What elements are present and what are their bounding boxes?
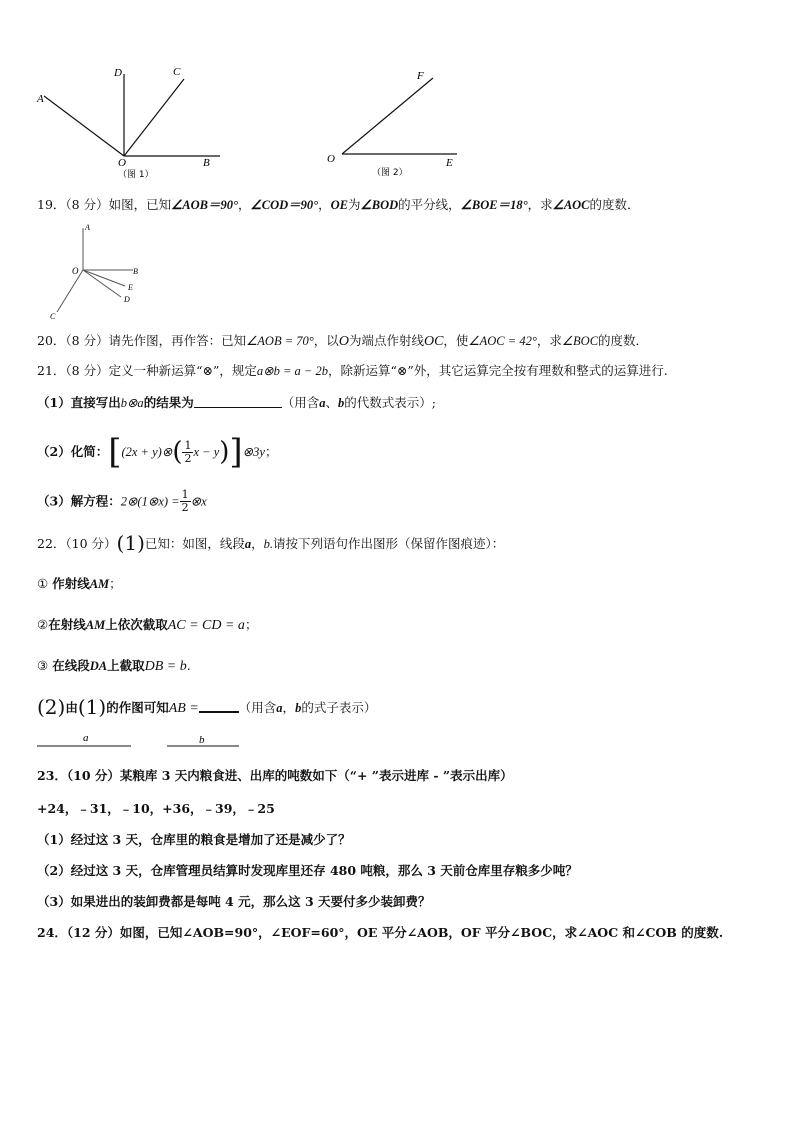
q21-part-2 — [37, 432, 278, 472]
segment-b-label: b — [199, 734, 205, 746]
q20-text: ，以 — [313, 333, 339, 348]
label-c: C — [50, 312, 56, 321]
q22-ray-am: AM — [85, 618, 106, 632]
label-a: A — [85, 223, 90, 232]
q22-segments — [37, 728, 247, 750]
fraction-denominator: 2 — [184, 451, 192, 465]
q22-sep: ； — [244, 617, 258, 632]
q22-text: 在线段 — [52, 658, 90, 673]
q20-ray-oc: OC — [423, 334, 444, 349]
fraction-denominator: 2 — [181, 501, 189, 514]
q21-operator: ⊗ — [396, 363, 408, 378]
q22-step-3 — [37, 657, 191, 676]
ray-od — [83, 270, 121, 297]
q23-data: +24，﹣31，﹣10，+36，﹣39，﹣25 — [37, 801, 275, 816]
q21-sep: 、 — [325, 395, 338, 410]
q20-text: 20．（8 分）请先作图，再作答：已知 — [37, 333, 247, 348]
step-number: ③ — [37, 658, 49, 673]
left-bracket: [ — [108, 432, 122, 472]
q22-ab: AB = — [168, 701, 199, 716]
label-b: B — [203, 157, 210, 169]
question-19 — [37, 196, 640, 214]
question-22 — [37, 531, 505, 555]
q22-text: 的作图可知 — [106, 700, 169, 715]
q21-sep: ； — [264, 444, 278, 459]
q21-part-3-expr: ⊗x — [190, 494, 207, 509]
step-number: ① — [37, 576, 49, 591]
q22-sep: ； — [109, 576, 122, 591]
figure-2-caption: （图 2） — [372, 168, 408, 178]
right-paren: ) — [219, 437, 230, 467]
label-c: C — [173, 66, 181, 78]
q22-text: 22．（10 分） — [37, 536, 117, 551]
q21-part-3-expr: 2⊗(1⊗x) = — [120, 494, 180, 509]
q21-part-1-expr: b⊗a — [120, 396, 144, 410]
q22-text: 已知：如图，线段 — [144, 536, 245, 551]
q22-var-b: b. — [263, 537, 274, 551]
ray-oc — [124, 79, 184, 156]
q19-angle-bod: ∠BOD — [360, 198, 399, 212]
ray-oc — [57, 270, 83, 312]
q21-text: 21．（8 分）定义一种新运算“ — [37, 363, 203, 378]
q21-part-1-text: 的结果为 — [143, 395, 194, 410]
q22-step-1 — [37, 575, 122, 593]
q20-angle-boc: ∠BOC — [561, 334, 599, 348]
label-a: A — [37, 93, 44, 105]
q21-var-a: a — [319, 396, 326, 410]
q20-point-o: O — [338, 334, 349, 349]
q21-part-3-label: （3）解方程： — [37, 493, 121, 509]
q21-part-1-text: 的代数式表示）; — [344, 395, 436, 410]
q22-text: 的式子表示） — [301, 700, 377, 715]
q21-text: ”，规定 — [212, 363, 257, 378]
q19-sep: ， — [318, 197, 331, 212]
q20-angle-aob: ∠AOB = 70° — [246, 334, 314, 348]
q19-oe: OE — [330, 198, 349, 212]
q21-part-2-expr: x − y — [193, 445, 220, 459]
q22-text: 上截取 — [107, 658, 145, 673]
q21-part-2-fraction — [182, 440, 193, 465]
label-b: B — [133, 267, 138, 276]
q20-angle-aoc: ∠AOC = 42° — [468, 334, 537, 348]
q22-answer-blank[interactable] — [199, 699, 239, 713]
q20-text: 的度数． — [598, 333, 649, 348]
q22-circle-1: (1) — [116, 531, 145, 555]
label-d: D — [114, 67, 122, 79]
q19-text: 的度数． — [589, 197, 640, 212]
q22-segment-da: DA — [89, 659, 108, 673]
q21-part-3-fraction — [180, 489, 191, 514]
q22-sep: ， — [251, 536, 264, 551]
q21-part-1-label: （1）直接写出 — [37, 395, 121, 410]
question-23: 23．（10 分）某粮库 3 天内粮食进、出库的吨数如下（“+ ”表示进库 - ”表示出库） — [37, 768, 513, 783]
q22-var-a: a — [276, 701, 283, 715]
q22-text: 作射线 — [52, 576, 90, 591]
q19-sep: ， — [238, 197, 251, 212]
label-d: D — [124, 295, 130, 304]
q19-angle-cod: ∠COD＝90° — [250, 198, 319, 212]
label-o: O — [327, 153, 335, 165]
q22-part-2 — [37, 695, 377, 719]
q19-angle-aob: ∠AOB＝90° — [171, 198, 239, 212]
label-e: E — [128, 283, 133, 292]
q21-definition: a⊗b = a − 2b — [256, 364, 328, 378]
q23-part-1: （1）经过这 3 天，仓库里的粮食是增加了还是减少了？ — [37, 832, 351, 847]
label-o: O — [118, 157, 126, 169]
q22-equation: DB = b — [144, 659, 187, 674]
q22-sep: ， — [282, 700, 296, 715]
figure-q19 — [45, 222, 155, 322]
q20-text: ，使 — [443, 333, 469, 348]
q19-text: ，求 — [527, 197, 553, 212]
q22-text: 由 — [65, 700, 78, 715]
q22-text: 在射线 — [48, 617, 86, 632]
q19-angle-aoc: ∠AOC — [552, 198, 590, 212]
q19-text: 为 — [348, 197, 361, 212]
q23-part-3: （3）如果进出的装卸费都是每吨 4 元，那么这 3 天要付多少装卸费？ — [37, 894, 431, 909]
q21-part-2-expr: (2x + y)⊗ — [121, 445, 173, 459]
q20-text: 为端点作射线 — [348, 333, 424, 348]
q21-text: ”外，其它运算完全按有理数和整式的运算进行. — [407, 363, 668, 378]
segment-a-label: a — [83, 732, 89, 744]
q22-text: （用含 — [238, 700, 277, 715]
q21-operator: ⊗ — [202, 363, 213, 378]
q22-sep: . — [186, 658, 191, 673]
q23-part-2: （2）经过这 3 天，仓库管理员结算时发现库里还存 480 吨粮，那么 3 天前仓库里存粮多少吨？ — [37, 863, 578, 878]
question-24: 24．（12 分）如图，已知∠AOB=90°，∠EOF=60°，OE 平分∠AOB，OF 平分∠BOC，求∠AOC 和∠COB 的度数. — [37, 925, 724, 940]
figure-1 — [30, 62, 230, 182]
question-20 — [37, 332, 648, 351]
step-number: ② — [37, 617, 49, 632]
fraction-numerator: 1 — [181, 488, 189, 501]
q21-var-b: b — [337, 396, 345, 410]
ray-of — [342, 78, 433, 154]
q22-var-b: b — [295, 701, 302, 715]
q22-ray-am: AM — [89, 577, 110, 591]
label-e: E — [446, 157, 453, 169]
right-bracket: ] — [229, 432, 243, 472]
q22-text: 请按下列语句作出图形（保留作图痕迹）： — [273, 536, 505, 551]
q21-part-3 — [37, 489, 207, 514]
q22-circle-1: (1) — [77, 695, 107, 719]
question-21 — [37, 362, 668, 380]
q19-intro: 19．（8 分）如图，已知 — [37, 197, 172, 212]
q19-text: 的平分线， — [398, 197, 461, 212]
figure-1-caption: （图 1） — [118, 170, 154, 180]
q22-equation: AC = CD = a — [167, 618, 245, 633]
left-paren: ( — [172, 437, 183, 467]
q19-angle-boe: ∠BOE＝18° — [460, 198, 528, 212]
ray-oa — [44, 96, 124, 156]
q20-text: ，求 — [536, 333, 562, 348]
q22-var-a: a — [244, 537, 252, 551]
q21-part-1-text: （用含 — [281, 395, 320, 410]
figure-2 — [322, 62, 472, 182]
q22-text: 上依次截取 — [105, 617, 168, 632]
fraction-numerator: 1 — [184, 438, 192, 452]
label-f: F — [417, 70, 424, 82]
label-o: O — [72, 266, 79, 276]
q21-text: ，除新运算“ — [327, 363, 397, 378]
q21-part-1 — [37, 394, 436, 412]
q21-answer-blank[interactable] — [194, 395, 282, 408]
q21-part-2-label: （2）化简： — [37, 444, 109, 459]
ray-oe — [83, 270, 125, 286]
q22-circle-2: (2) — [37, 695, 66, 719]
q22-step-2 — [37, 616, 257, 635]
q21-part-2-expr: ⊗3y — [242, 445, 265, 459]
